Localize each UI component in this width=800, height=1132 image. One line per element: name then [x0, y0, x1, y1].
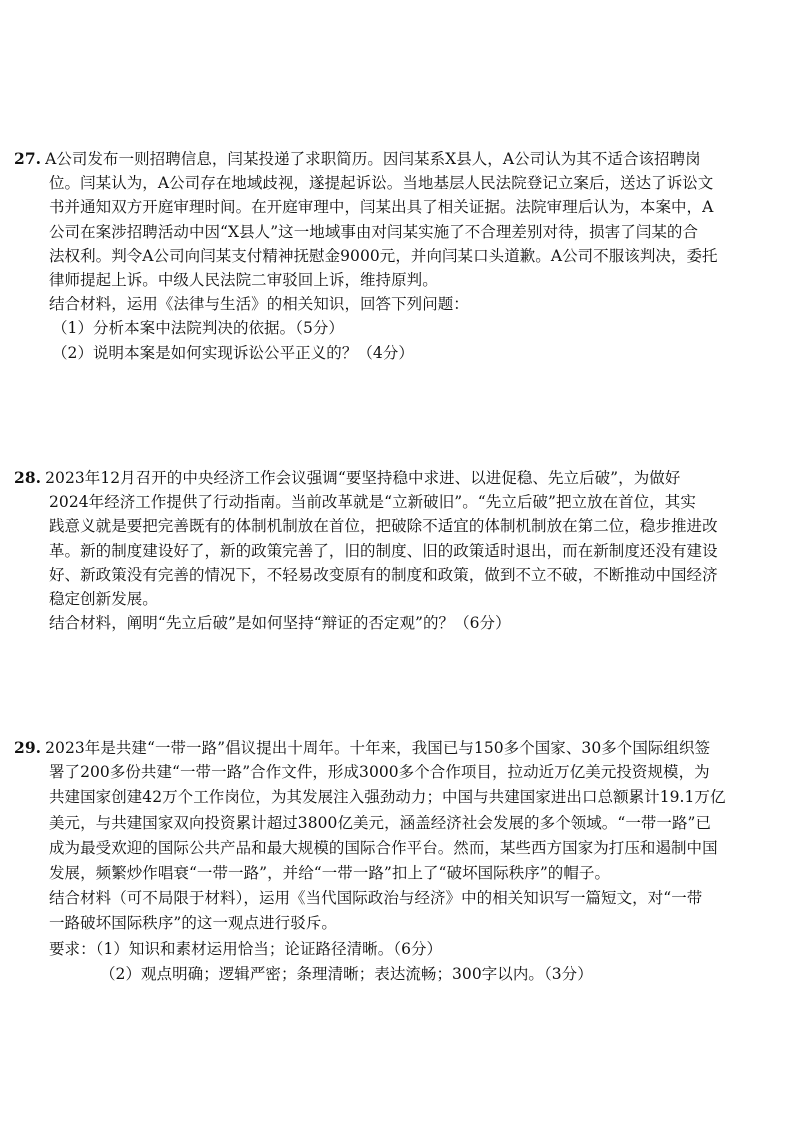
question-29-line-2: 署了200多份共建“一带一路”合作文件，形成3000多个合作项目，拉动近万亿美元投资规模，为: [49, 763, 710, 782]
question-29-line-3: 共建国家创建42万个工作岗位，为其发展注入强劲动力；中国与共建国家进出口总额累计19.1万亿: [49, 788, 726, 807]
question-27-subquestion-2: （2）说明本案是如何实现诉讼公平正义的？（4分）: [52, 343, 414, 362]
question-28-line-6: 稳定创新发展。: [49, 589, 158, 608]
question-27-line-5: 法权利。判令A公司向闫某支付精神抚慰金9000元，并向闫某口头道歉。A公司不服该判决，委托: [49, 246, 718, 265]
question-29-requirement-1: 要求：（1）知识和素材运用恰当；论证路径清晰。（6分）: [49, 939, 443, 958]
question-number: 27.: [14, 149, 42, 168]
question-28: [14, 466, 786, 635]
question-27-subquestion-1: （1）分析本案中法院判决的依据。（5分）: [52, 319, 344, 338]
question-28-line-4: 革。新的制度建设好了，新的政策完善了，旧的制度、旧的政策适时退出，而在新制度还没有建设: [49, 541, 718, 560]
question-27-line-6: 律师提起上诉。中级人民法院二审驳回上诉，维持原判。: [49, 270, 438, 289]
question-29: [14, 735, 786, 987]
question-27-line-1: 27. A公司发布一则招聘信息，闫某投递了求职简历。因闫某系X县人，A公司认为其不适合该招聘岗: [14, 149, 701, 168]
question-number: 29.: [14, 738, 42, 757]
question-28-line-3: 践意义就是要把完善既有的体制机制放在首位，把破除不适宜的体制机制放在第二位，稳步推进改: [49, 517, 718, 536]
question-29-line-6: 发展，频繁炒作唱衰“一带一路”，并给“一带一路”扣上了“破坏国际秩序”的帽子。: [49, 863, 610, 882]
question-27: [14, 147, 786, 365]
question-27-line-4: 公司在案涉招聘活动中因“X县人”这一地域事由对闫某实施了不合理差别对待，损害了闫某的合: [49, 222, 699, 241]
question-29-requirement-2: （2）观点明确；逻辑严密；条理清晰；表达流畅；300字以内。（3分）: [100, 964, 593, 983]
question-27-line-3: 书并通知双方开庭审理时间。在开庭审理中，闫某出具了相关证据。法院审理后认为，本案中，A: [49, 198, 714, 217]
question-28-line-1: 28. 2023年12月召开的中央经济工作会议强调“要坚持稳中求进、以进促稳、先立后破”，为做好: [14, 468, 681, 487]
question-28-instruction: 结合材料，阐明“先立后破”是如何坚持“辩证的否定观”的？（6分）: [49, 614, 511, 633]
question-29-line-4: 美元，与共建国家双向投资累计超过3800亿美元，涵盖经济社会发展的多个领域。“一带一路”已: [49, 813, 712, 832]
question-number: 28.: [14, 468, 42, 487]
question-29-line-1: 29. 2023年是共建“一带一路”倡议提出十周年。十年来，我国已与150多个国家、30多个国际组织签: [14, 738, 711, 757]
question-27-line-2: 位。闫某认为，A公司存在地域歧视，遂提起诉讼。当地基层人民法院登记立案后，送达了诉讼文: [49, 174, 714, 193]
question-28-line-5: 好、新政策没有完善的情况下，不轻易改变原有的制度和政策，做到不立不破，不断推动中国经济: [49, 565, 718, 584]
question-29-line-5: 成为最受欢迎的国际公共产品和最大规模的国际合作平台。然而，某些西方国家为打压和遏制中国: [49, 838, 718, 857]
question-28-line-2: 2024年经济工作提供了行动指南。当前改革就是“立新破旧”。“先立后破”把立放在首位，其实: [49, 493, 696, 512]
question-29-instruction-1: 结合材料（可不局限于材料），运用《当代国际政治与经济》中的相关知识写一篇短文，对“一带: [49, 889, 703, 908]
requirements-label: 要求：: [49, 939, 96, 958]
question-27-instruction: 结合材料，运用《法律与生活》的相关知识，回答下列问题：: [49, 295, 469, 314]
question-29-instruction-2: 一路破坏国际秩序”的这一观点进行驳斥。: [49, 914, 337, 933]
